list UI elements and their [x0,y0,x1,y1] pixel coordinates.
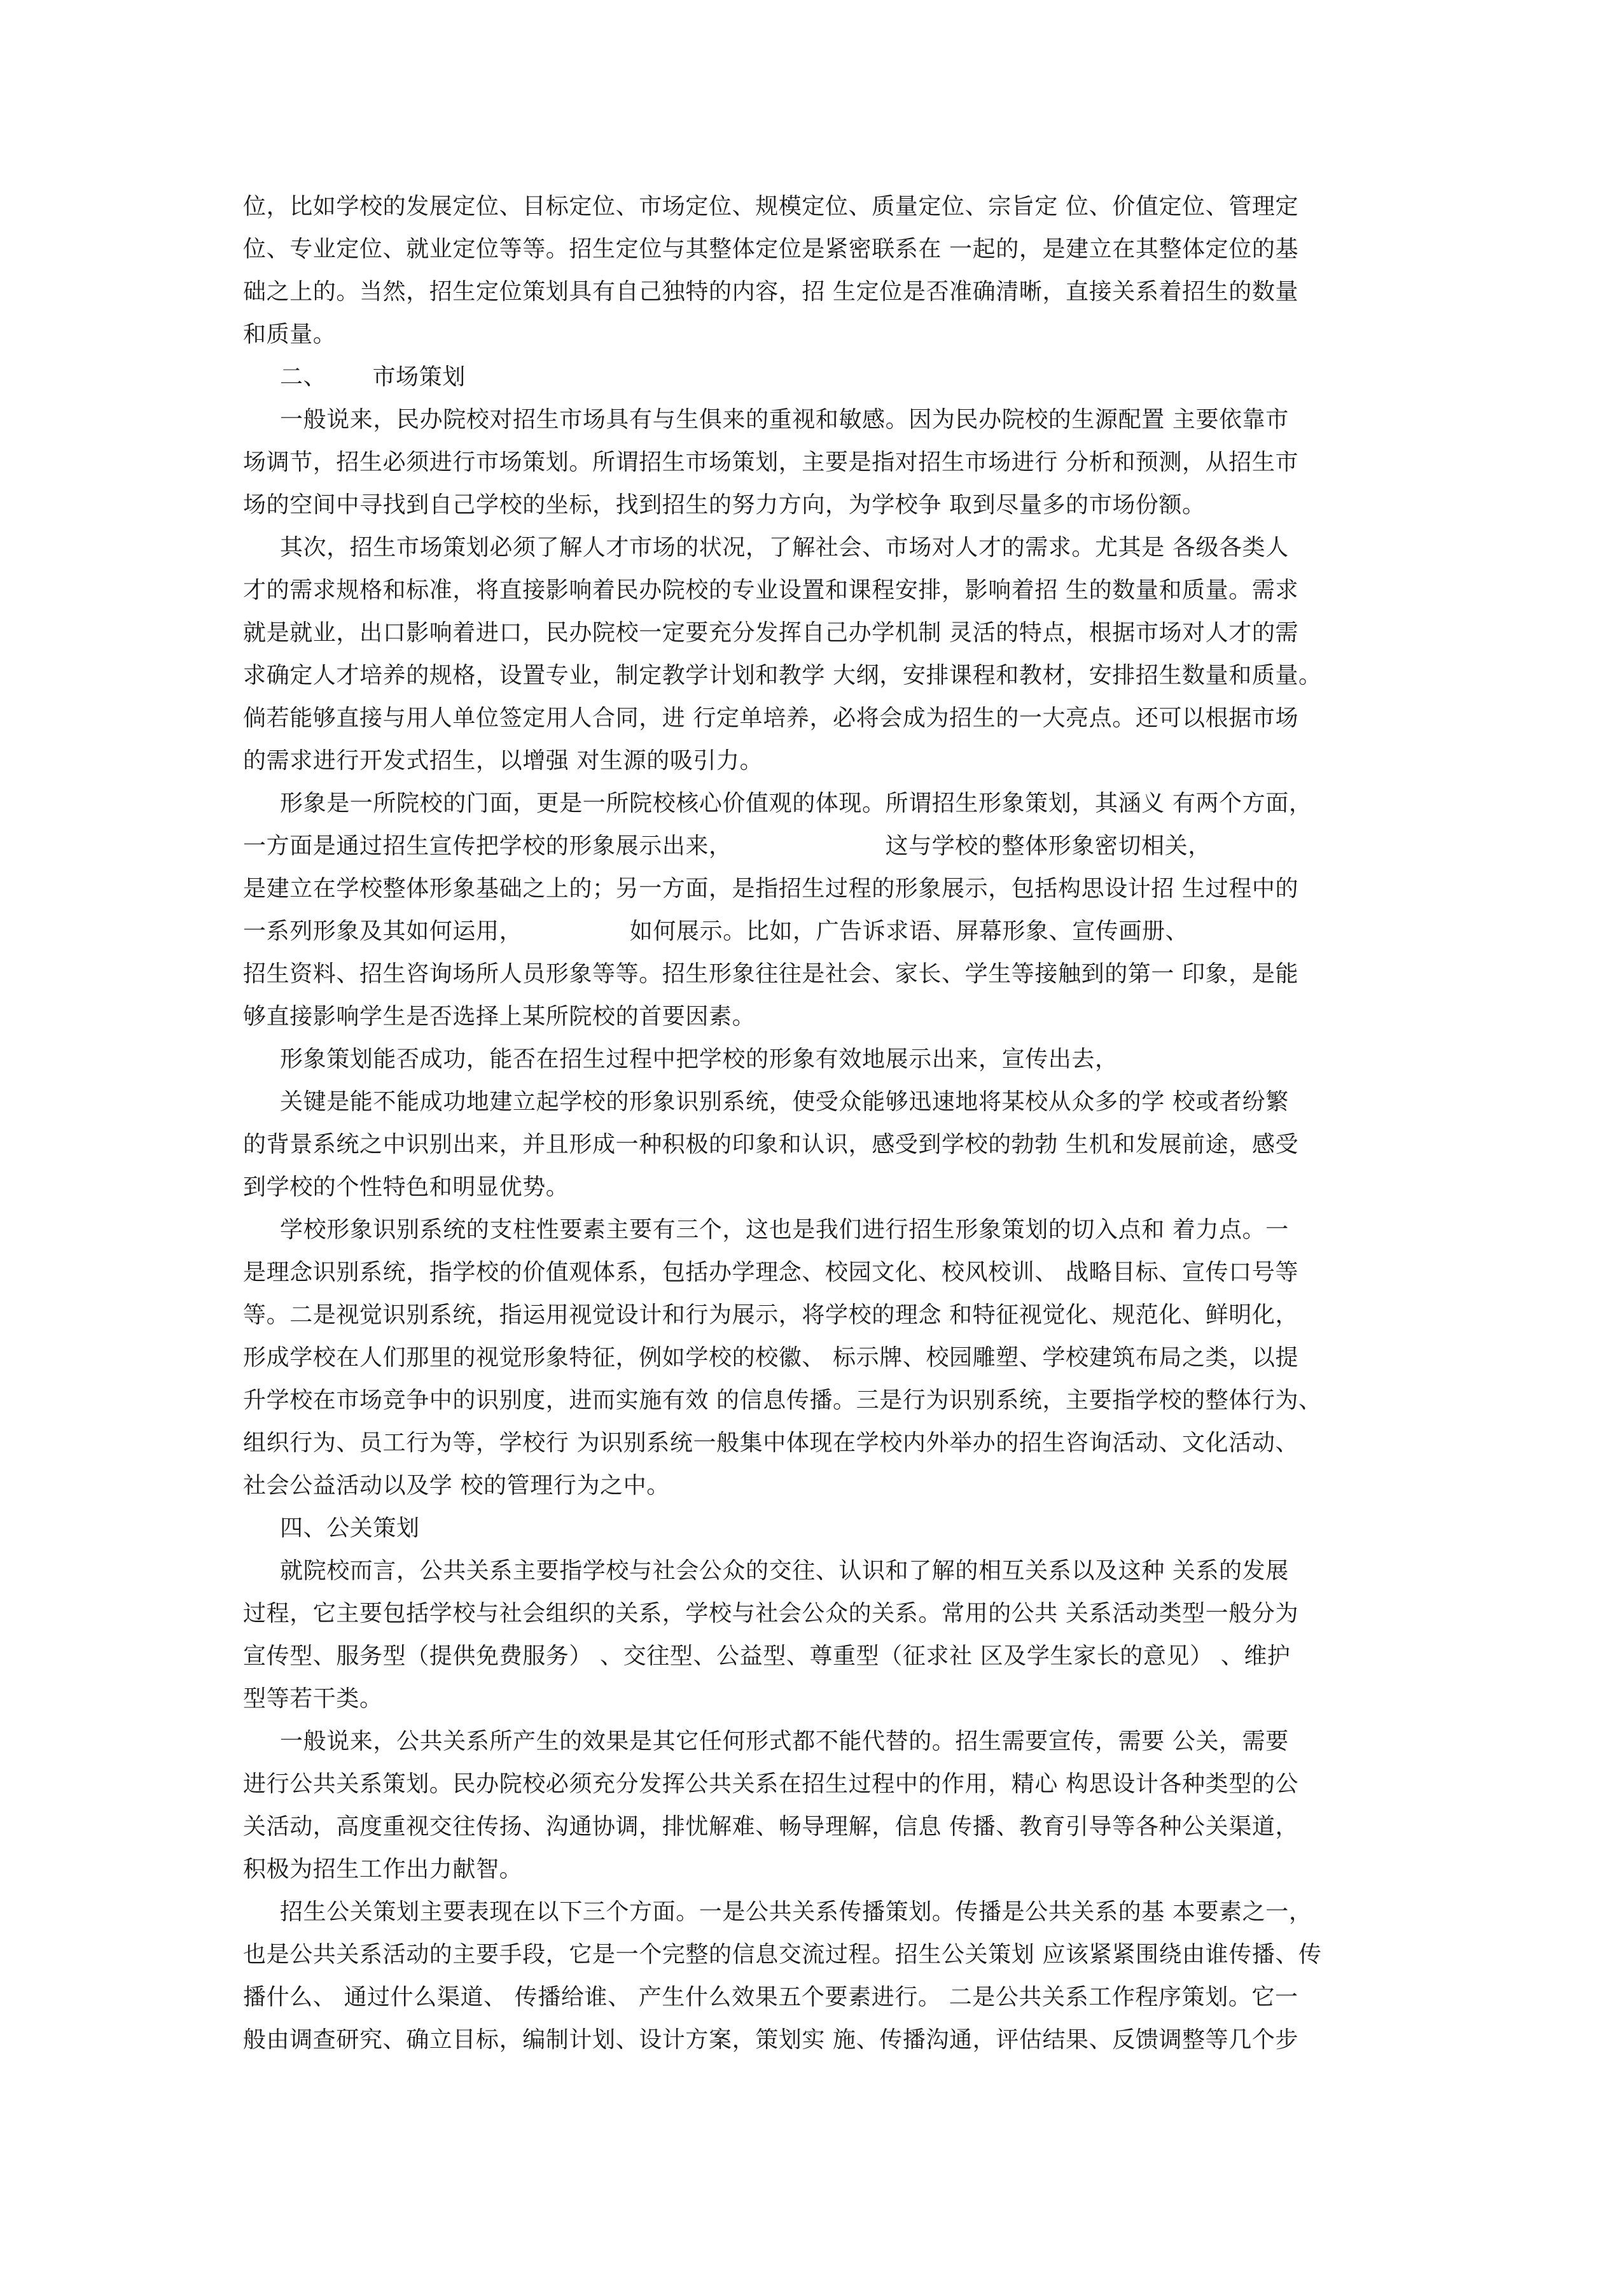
text-line: 形成学校在人们那里的视觉形象特征，例如学校的校徽、 标示牌、校园雕塑、学校建筑布局之类，以提 [243,1345,1299,1371]
text-line: 学校形象识别系统的支柱性要素主要有三个，这也是我们进行招生形象策划的切入点和 着力点。一 [280,1217,1289,1243]
text-line: 般由调查研究、确立目标，编制计划、设计方案，策划实 施、传播沟通，评估结果、反馈调整等几个步 [243,2027,1299,2053]
text-line: 倘若能够直接与用人单位签定用人合同，进 行定单培养，必将会成为招生的一大亮点。还可以根据市场 [243,705,1299,731]
text-line: 到学校的个性特色和明显优势。 [243,1174,569,1200]
text-line: 一方面是通过招生宣传把学校的形象展示出来， 这与学校的整体形象密切相关， [243,833,1211,859]
text-line: 是理念识别系统，指学校的价值观体系，包括办学理念、校园文化、校风校训、 战略目标、宣传口号等 [243,1259,1299,1285]
text-line: 一般说来，民办院校对招生市场具有与生俱来的重视和敏感。因为民办院校的生源配置 主要依靠市 [280,407,1289,433]
text-line: 其次，招生市场策划必须了解人才市场的状况，了解社会、市场对人才的需求。尤其是 各级各类人 [280,535,1289,561]
text-line: 进行公共关系策划。民办院校必须充分发挥公共关系在招生过程中的作用，精心 构思设计各种类型的公 [243,1771,1299,1797]
text-line: 一般说来，公共关系所产生的效果是其它任何形式都不能代替的。招生需要宣传，需要 公关，需要 [280,1728,1289,1754]
text-line: 也是公共关系活动的主要手段，它是一个完整的信息交流过程。招生公关策划 应该紧紧围绕由谁传播、传 [243,1942,1322,1968]
text-line: 础之上的。当然，招生定位策划具有自己独特的内容，招 生定位是否准确清晰，直接关系着招生的数量 [243,279,1299,305]
text-line: 形象策划能否成功，能否在招生过程中把学校的形象有效地展示出来，宣传出去， [280,1046,1118,1072]
text-line: 积极为招生工作出力献智。 [243,1856,523,1882]
text-line: 场的空间中寻找到自己学校的坐标，找到招生的努力方向，为学校争 取到尽量多的市场份额。 [243,492,1206,518]
text-line: 和质量。 [243,321,337,347]
text-line: 才的需求规格和标准，将直接影响着民办院校的专业设置和课程安排，影响着招 生的数量和质量。需求 [243,577,1299,603]
text-line: 社会公益活动以及学 校的管理行为之中。 [243,1473,670,1499]
text-line: 的背景系统之中识别出来，并且形成一种积极的印象和认识，感受到学校的勃勃 生机和发展前途，感受 [243,1131,1299,1158]
text-line: 播什么、 通过什么渠道、 传播给谁、 产生什么效果五个要素进行。 二是公共关系工作程序策划。它一 [243,1984,1298,2010]
text-line: 形象是一所院校的门面，更是一所院校核心价值观的体现。所谓招生形象策划，其涵义 有两个方面， [280,790,1312,816]
text-line: 位、专业定位、就业定位等等。招生定位与其整体定位是紧密联系在 一起的，是建立在其整体定位的基 [243,236,1299,262]
text-line: 过程，它主要包括学校与社会组织的关系，学校与社会公众的关系。常用的公共 关系活动类型一般分为 [243,1600,1299,1627]
text-line: 招生公关策划主要表现在以下三个方面。一是公共关系传播策划。传播是公共关系的基 本要素之一， [280,1899,1312,1925]
text-line: 组织行为、员工行为等，学校行 为识别系统一般集中体现在学校内外举办的招生咨询活动、文化活动、 [243,1430,1299,1456]
text-line: 招生资料、招生咨询场所人员形象等等。招生形象往往是社会、家长、学生等接触到的第一 印象，是能 [243,961,1299,987]
text-line: 是建立在学校整体形象基础之上的；另一方面，是指招生过程的形象展示，包括构思设计招 生过程中的 [243,876,1299,902]
text-line: 求确定人才培养的规格，设置专业，制定教学计划和教学 大纲，安排课程和教材，安排招生数量和质量。 [243,662,1322,689]
text-line: 够直接影响学生是否选择上某所院校的首要因素。 [243,1004,756,1030]
text-line: 就院校而言，公共关系主要指学校与社会公众的交往、认识和了解的相互关系以及这种 关系的发展 [280,1558,1289,1584]
text-line: 关活动，高度重视交往传扬、沟通协调，排忧解难、畅导理解，信息 传播、教育引导等各种公关渠道， [243,1814,1299,1840]
text-line: 宣传型、服务型（提供免费服务） 、交往型、公益型、尊重型（征求社 区及学生家长的意见） 、维护 [243,1643,1291,1669]
section-heading: 四、公关策划 [280,1515,420,1541]
text-line: 等。二是视觉识别系统，指运用视觉设计和行为展示，将学校的理念 和特征视觉化、规范化、鲜明化， [243,1302,1299,1328]
text-line: 升学校在市场竞争中的识别度，进而实施有效 的信息传播。三是行为识别系统，主要指学校的整体行为、 [243,1387,1322,1413]
text-line: 位，比如学校的发展定位、目标定位、市场定位、规模定位、质量定位、宗旨定 位、价值定位、管理定 [243,193,1299,220]
text-line: 一系列形象及其如何运用， 如何展示。比如，广告诉求语、屏幕形象、宣传画册、 [243,918,1189,944]
text-line: 场调节，招生必须进行市场策划。所谓招生市场策划，主要是指对招生市场进行 分析和预测，从招生市 [243,449,1299,475]
text-line: 就是就业，出口影响着进口，民办院校一定要充分发挥自己办学机制 灵活的特点，根据市场对人才的需 [243,620,1299,646]
text-line: 型等若干类。 [243,1686,383,1712]
text-line: 的需求进行开发式招生，以增强 对生源的吸引力。 [243,748,763,774]
text-line: 关键是能不能成功地建立起学校的形象识别系统，使受众能够迅速地将某校从众多的学 校或者纷繁 [280,1089,1289,1115]
section-heading: 二、 市场策划 [280,364,466,390]
